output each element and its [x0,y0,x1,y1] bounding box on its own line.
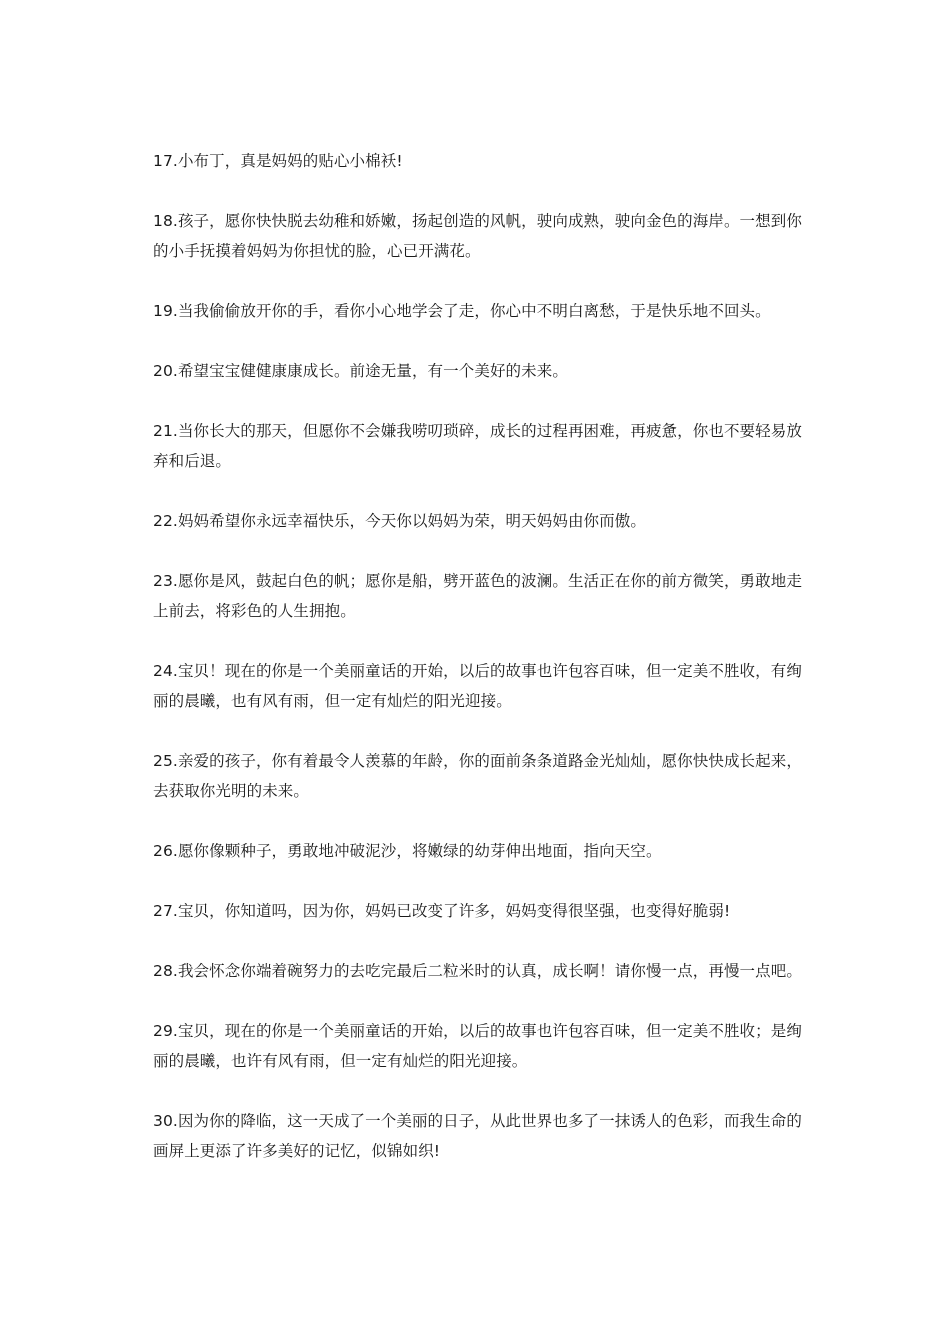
paragraph-30: 30.因为你的降临，这一天成了一个美丽的日子，从此世界也多了一抹诱人的色彩，而我生命的画屏上更添了许多美好的记忆，似锦如织! [153,1112,802,1160]
paragraph-24: 24.宝贝！现在的你是一个美丽童话的开始，以后的故事也许包容百味，但一定美不胜收，有绚丽的晨曦，也有风有雨，但一定有灿烂的阳光迎接。 [153,662,802,710]
paragraph-17: 17.小布丁，真是妈妈的贴心小棉袄! [153,152,403,170]
paragraph-25: 25.亲爱的孩子，你有着最令人羡慕的年龄，你的面前条条道路金光灿灿，愿你快快成长起来，去获取你光明的未来。 [153,752,802,800]
paragraph-22: 22.妈妈希望你永远幸福快乐，今天你以妈妈为荣，明天妈妈由你而傲。 [153,512,646,530]
document-body [153,146,803,1196]
paragraph-26: 26.愿你像颗种子，勇敢地冲破泥沙，将嫩绿的幼芽伸出地面，指向天空。 [153,842,662,860]
paragraph-23: 23.愿你是风，鼓起白色的帆；愿你是船，劈开蓝色的波澜。生活正在你的前方微笑，勇敢地走上前去，将彩色的人生拥抱。 [153,572,802,620]
paragraph-28: 28.我会怀念你端着碗努力的去吃完最后二粒米时的认真，成长啊！请你慢一点，再慢一点吧。 [153,962,802,980]
paragraph-18: 18.孩子，愿你快快脱去幼稚和娇嫩，扬起创造的风帆，驶向成熟，驶向金色的海岸。一想到你的小手抚摸着妈妈为你担忧的脸，心已开满花。 [153,212,802,260]
paragraph-19: 19.当我偷偷放开你的手，看你小心地学会了走，你心中不明白离愁，于是快乐地不回头。 [153,302,771,320]
paragraph-20: 20.希望宝宝健健康康成长。前途无量，有一个美好的未来。 [153,362,568,380]
paragraph-21: 21.当你长大的那天，但愿你不会嫌我唠叨琐碎，成长的过程再困难，再疲惫，你也不要轻易放弃和后退。 [153,422,802,470]
paragraph-29: 29.宝贝，现在的你是一个美丽童话的开始，以后的故事也许包容百味，但一定美不胜收；是绚丽的晨曦，也许有风有雨，但一定有灿烂的阳光迎接。 [153,1022,802,1070]
paragraph-27: 27.宝贝，你知道吗，因为你，妈妈已改变了许多，妈妈变得很坚强，也变得好脆弱! [153,902,731,920]
